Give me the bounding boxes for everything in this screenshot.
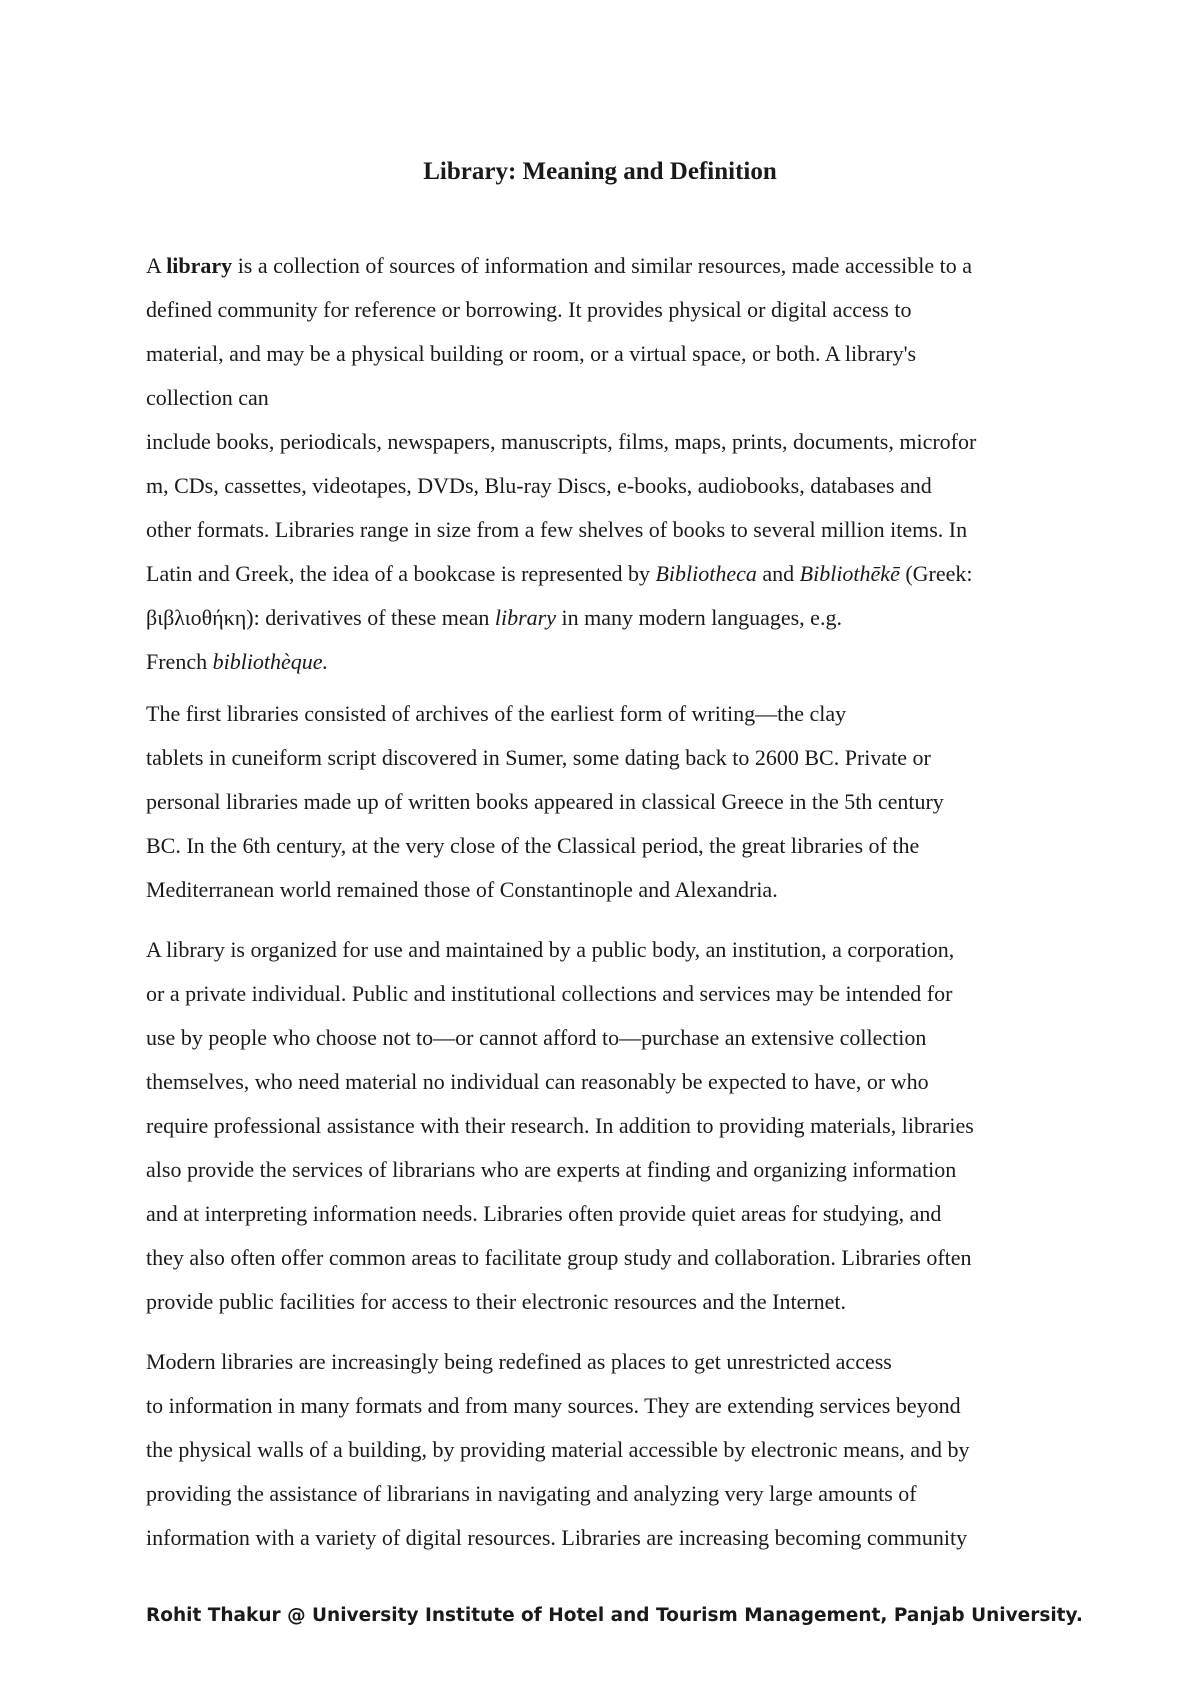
text-line: other formats. Libraries range in size from a few shelves of books to several million items. In bbox=[146, 517, 968, 542]
text-line: defined community for reference or borrowing. It provides physical or digital access to bbox=[146, 297, 912, 322]
keyword-library: library bbox=[166, 253, 233, 278]
text-line: Mediterranean world remained those of Constantinople and Alexandria. bbox=[146, 877, 778, 902]
text-line: m, CDs, cassettes, videotapes, DVDs, Blu-ray Discs, e-books, audiobooks, databases and bbox=[146, 473, 932, 498]
term-bibliotheke: Bibliothēkē bbox=[799, 561, 900, 586]
text-line: or a private individual. Public and institutional collections and services may be intended for bbox=[146, 981, 953, 1006]
text-line: collection can bbox=[146, 385, 269, 410]
text-line: also provide the services of librarians who are experts at finding and organizing information bbox=[146, 1157, 957, 1182]
paragraph-history bbox=[146, 692, 1066, 912]
text-line: tablets in cuneiform script discovered in Sumer, some dating back to 2600 BC. Private or bbox=[146, 745, 931, 770]
text-line: A library is a collection of sources of information and similar resources, made accessible to a bbox=[146, 253, 972, 278]
text-line: A library is organized for use and maintained by a public body, an institution, a corporation, bbox=[146, 937, 955, 962]
text-line: use by people who choose not to—or cannot afford to—purchase an extensive collection bbox=[146, 1025, 927, 1050]
term-library: library bbox=[494, 605, 557, 630]
text-line: βιβλιοθήκη): derivatives of these mean library in many modern languages, e.g. bbox=[146, 605, 842, 630]
text-line: personal libraries made up of written books appeared in classical Greece in the 5th century bbox=[146, 789, 944, 814]
text-line: The first libraries consisted of archives of the earliest form of writing—the clay bbox=[146, 701, 847, 726]
text-line: themselves, who need material no individual can reasonably be expected to have, or who bbox=[146, 1069, 929, 1094]
text-line: BC. In the 6th century, at the very close of the Classical period, the great libraries of the bbox=[146, 833, 920, 858]
paragraph-organization bbox=[146, 928, 1066, 1324]
term-bibliotheque: bibliothèque. bbox=[212, 649, 329, 674]
paragraph-modern-libraries bbox=[146, 1340, 1066, 1560]
text-line: providing the assistance of librarians in navigating and analyzing very large amounts of bbox=[146, 1481, 917, 1506]
text-line: the physical walls of a building, by providing material accessible by electronic means, and by bbox=[146, 1437, 970, 1462]
page-title: Library: Meaning and Definition bbox=[423, 158, 777, 185]
text-line: include books, periodicals, newspapers, manuscripts, films, maps, prints, documents, microfor bbox=[146, 429, 977, 454]
text-line: to information in many formats and from many sources. They are extending services beyond bbox=[146, 1393, 961, 1418]
text-line: Latin and Greek, the idea of a bookcase is represented by Bibliotheca and Bibliothēkē (Greek: bbox=[146, 561, 973, 586]
text-line: information with a variety of digital resources. Libraries are increasing becoming community bbox=[146, 1525, 968, 1550]
text-line: material, and may be a physical building or room, or a virtual space, or both. A library's bbox=[146, 341, 917, 366]
text-line: require professional assistance with their research. In addition to providing materials, libraries bbox=[146, 1113, 974, 1138]
text-line: they also often offer common areas to facilitate group study and collaboration. Libraries often bbox=[146, 1245, 972, 1270]
term-bibliotheca: Bibliotheca bbox=[655, 561, 757, 586]
page-footer: Rohit Thakur @ University Institute of Hotel and Tourism Management, Panjab University. bbox=[146, 1605, 1083, 1626]
text-line: French bibliothèque. bbox=[146, 649, 329, 674]
text-line: Modern libraries are increasingly being redefined as places to get unrestricted access bbox=[146, 1349, 892, 1374]
text-line: provide public facilities for access to their electronic resources and the Internet. bbox=[146, 1289, 847, 1314]
text-line: and at interpreting information needs. Libraries often provide quiet areas for studying, and bbox=[146, 1201, 942, 1226]
paragraph-definition bbox=[146, 244, 1066, 684]
